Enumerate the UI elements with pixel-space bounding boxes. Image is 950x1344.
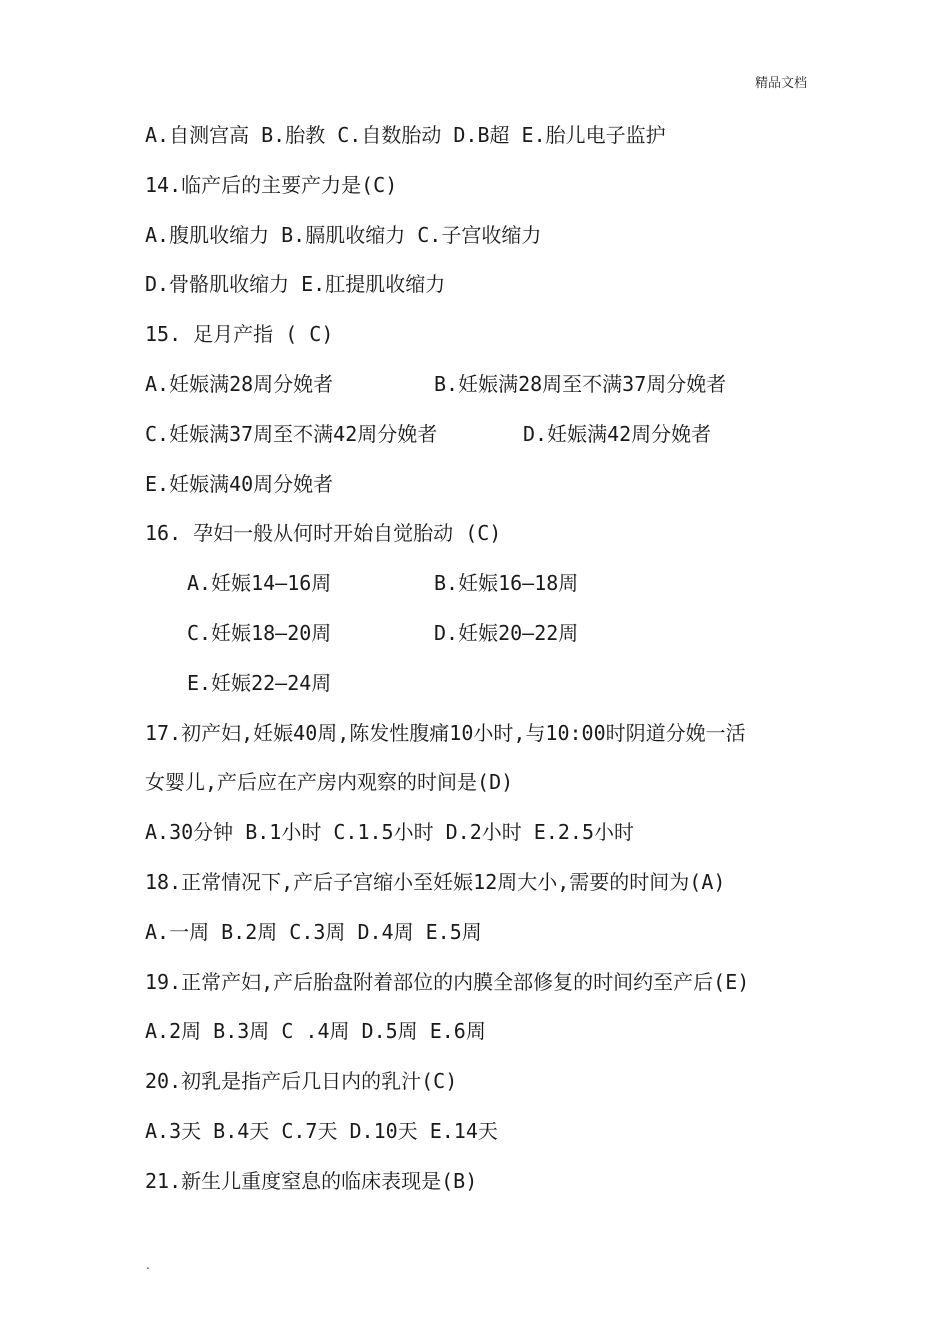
option-b: B.妊娠满28周至不满37周分娩者 <box>434 371 727 396</box>
options-line: A.一周 B.2周 C.3周 D.4周 E.5周 <box>145 919 482 944</box>
question-17: 17.初产妇,妊娠40周,陈发性腹痛10小时,与10:00时阴道分娩一活 <box>145 720 746 745</box>
options-line: D.骨骼肌收缩力 E.肛提肌收缩力 <box>145 272 446 297</box>
page-header-label: 精品文档 <box>754 76 807 91</box>
question-16: 16. 孕妇一般从何时开始自觉胎动 (C) <box>145 521 502 546</box>
options-line: E.妊娠22—24周 <box>187 670 332 695</box>
option-d: D.妊娠满42周分娩者 <box>523 421 712 446</box>
question-20: 20.初乳是指产后几日内的乳汁(C) <box>145 1069 458 1094</box>
option-c: C.妊娠18—20周 <box>187 620 332 645</box>
options-line: A.自测宫高 B.胎教 C.自数胎动 D.B超 E.胎儿电子监护 <box>145 123 666 147</box>
option-a: A.妊娠14—16周 <box>187 571 332 596</box>
question-19: 19.正常产妇,产后胎盘附着部位的内膜全部修复的时间约至产后(E) <box>145 969 750 994</box>
question-list <box>145 118 825 1214</box>
options-line: A.3天 B.4天 C.7天 D.10天 E.14天 <box>145 1118 498 1143</box>
footer-mark: . <box>146 1258 150 1272</box>
question-21: 21.新生儿重度窒息的临床表现是(B) <box>145 1168 478 1193</box>
question-18: 18.正常情况下,产后子宫缩小至妊娠12周大小,需要的时间为(A) <box>145 869 726 894</box>
option-c: C.妊娠满37周至不满42周分娩者 <box>145 421 438 446</box>
options-line: E.妊娠满40周分娩者 <box>145 471 334 496</box>
option-b: B.妊娠16—18周 <box>434 571 579 596</box>
options-line: A.腹肌收缩力 B.膈肌收缩力 C.子宫收缩力 <box>145 222 542 247</box>
option-d: D.妊娠20—22周 <box>434 620 579 645</box>
question-15: 15. 足月产指 ( C) <box>145 322 334 347</box>
option-a: A.妊娠满28周分娩者 <box>145 371 334 396</box>
options-line <box>145 566 825 616</box>
options-line <box>145 417 825 467</box>
options-line <box>145 367 825 417</box>
question-14: 14.临产后的主要产力是(C) <box>145 172 398 197</box>
options-line <box>145 616 825 666</box>
options-line: A.30分钟 B.1小时 C.1.5小时 D.2小时 E.2.5小时 <box>145 820 634 845</box>
question-17-continued: 女婴儿,产后应在产房内观察的时间是(D) <box>145 770 514 795</box>
options-line: A.2周 B.3周 C .4周 D.5周 E.6周 <box>145 1019 486 1044</box>
